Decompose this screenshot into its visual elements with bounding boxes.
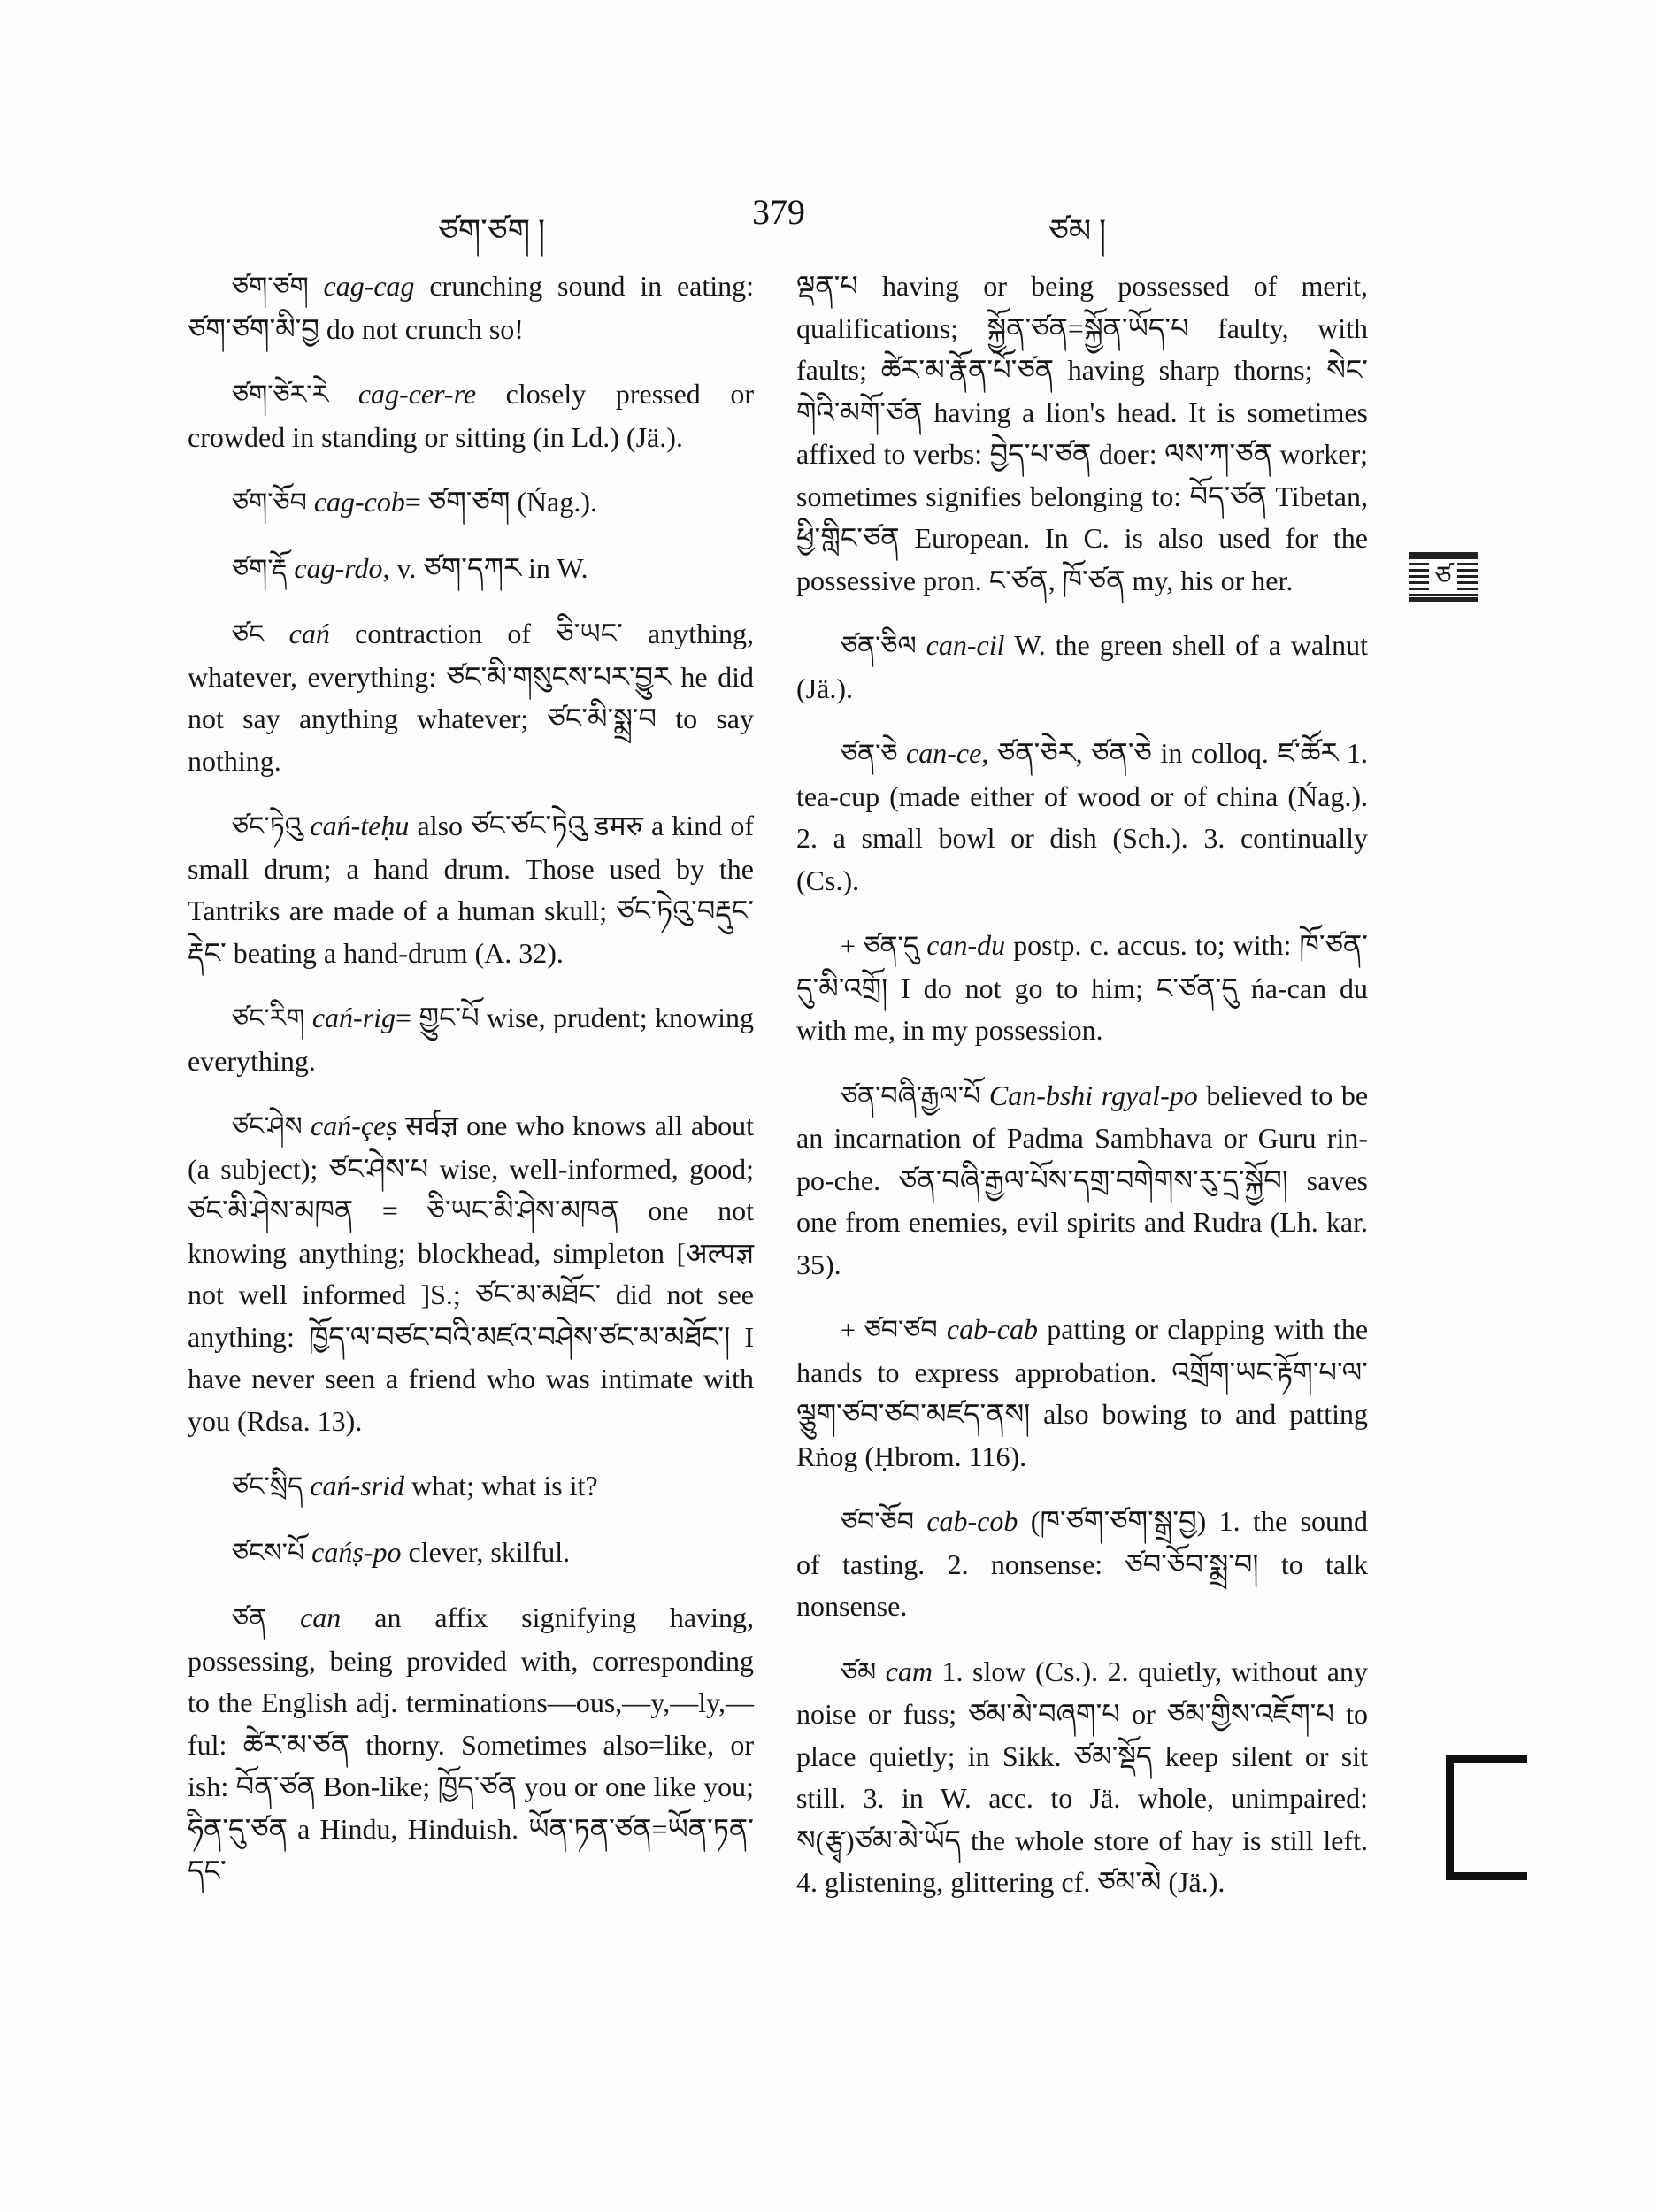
entry-headword: ཙན་བཞི་རྒྱལ་པོ <box>841 1081 981 1111</box>
entry-transliteration: can-cil <box>926 629 1005 661</box>
entry-transliteration: cam <box>885 1655 933 1687</box>
dictionary-entry <box>796 1651 1368 1904</box>
entry-definition: an affix signifying having, possessing, being provided with, corresponding to the English adj. terminations—ous,—y,—ly,—ful: ཚེར་མ་ཙན thorny. Sometimes also=like, or ish: བོན་ཙན Bon-like; ཁྱོད་ཙན you or one like you; ཧིན་དུ་ཙན a Hindu, Hinduish. ཡོན་ཏན་ཙན=ཡོན་ཏན་དང་ <box>188 1601 755 1886</box>
entry-definition: believed to be an incarnation of Padma Sambhava or Guru rin-po-che. ཙན་བཞི་རྒྱལ་པོས་དགྲ་བགེགས་རུ་དྲ་སྐྱོབ། saves one from enemies, evil spirits and Rudra (Lh. kar. 35). <box>796 1079 1369 1280</box>
entry-transliteration: cańṣ-po <box>311 1535 402 1568</box>
entry-headword: ཙང་རིག <box>232 1004 305 1033</box>
entry-definition: closely pressed or crowded in standing or sitting (in Ld.) (Jä.). <box>188 378 755 453</box>
entry-definition: , ཙན་ཅེར, ཙན་ཅེ in colloq. ཛ་ཚོར 1. tea-cup (made either of wood or of china (Ńag.). 2. a small bowl or dish (Sch.). 3. continually (Cs.). <box>796 737 1368 896</box>
entry-transliteration: cag-cob <box>313 486 405 518</box>
entry-transliteration: cań-rig <box>311 1002 396 1033</box>
page-number: 379 <box>752 192 805 232</box>
entry-transliteration: Can-bshi rgyal-po <box>988 1079 1198 1111</box>
entry-headword: ཙང་ཏེའུ <box>232 812 303 841</box>
entry-headword: ཙན་ཅིལ <box>841 632 917 661</box>
entry-headword: ཙང་སྲིད <box>232 1472 303 1502</box>
dictionary-entry <box>188 1465 754 1509</box>
entry-transliteration: can <box>300 1601 342 1633</box>
dictionary-entry <box>796 1501 1368 1628</box>
entry-transliteration: cag-cer-re <box>357 378 477 410</box>
dictionary-entry <box>188 1105 754 1442</box>
dictionary-entry <box>796 733 1368 902</box>
entry-definition: सर्वज्ञ one who knows all about (a subject); ཙང་ཤེས་པ wise, well-informed, good; ཙང་མི་ཤེས་མཁན = ཅི་ཡང་མི་ཤེས་མཁན one not knowing anything; blockhead, simpleton [अल्पज्ञ not well informed ]S.; ཙང་མ་མཐོང་ did not see anything: ཁྱོད་ལ་བཙང་བའི་མཛའ་བཤེས་ཙང་མ་མཐོང་། I have never seen a friend who was intimate with you (Rdsa. 13). <box>188 1110 755 1437</box>
entry-headword: ཙག་ཅོབ <box>232 488 307 518</box>
entry-continuation: ལྡན་པ having or being possessed of merit, qualifications; སྐྱོན་ཙན=སྐྱོན་ཡོད་པ faulty, with faults; ཚེར་མ་རྣོན་པོ་ཙན having sharp thorns; སེང་གེའི་མགོ་ཙན having a lion's head. It is sometimes affixed to verbs: བྱེད་པ་ཙན doer: ལས་ཀ་ཙན worker; sometimes signifies belonging to: བོད་ཙན Tibetan, ཕྱི་གླིང་ཙན European. In C. is also used for the possessive pron. ང་ཙན, ཁོ་ཙན my, his or her. <box>796 270 1368 596</box>
entry-transliteration: can-du <box>926 929 1006 961</box>
thumb-index-letter: ཙ <box>1429 563 1456 591</box>
page-header <box>0 191 1659 249</box>
dictionary-entry: ཙག་རྡོ cag-rdo, v. ཙག་དཀར in W. <box>232 551 588 584</box>
entry-headword: ཙག་ཙེར་རེ <box>232 380 329 410</box>
entry-transliteration: cań <box>288 618 330 649</box>
dictionary-entry <box>188 805 754 974</box>
dictionary-entry <box>188 265 754 350</box>
entry-headword: + ཙན་དུ <box>841 932 919 961</box>
entry-definition: v. ཙག་དཀར in W. <box>396 551 588 584</box>
entry-definition: also ཙང་ཙང་ཏེའུ डमरु a kind of small drum; a hand drum. Those used by the Tantriks are made of a human skull; ཙང་ཏེའུ་བརྡུང་རྡེང་ beating a hand-drum (A. 32). <box>188 810 754 969</box>
header-left-guideword: ཙག་ཙག ། <box>438 213 546 249</box>
entry-definition: W. the green shell of a walnut (Jä.). <box>796 629 1369 704</box>
entry-headword: ཙང་ཤེས <box>232 1112 303 1141</box>
margin-bracket-mark <box>1446 1755 1527 1880</box>
entry-definition: patting or clapping with the hands to express approbation. འགྲོག་ཡང་རྟོག་པ་ལ་ལྕུག་ཙབ་ཙབ་མཛད་ནས། also bowing to and patting Rṅog (Ḥbrom. 116). <box>796 1313 1369 1472</box>
right-column <box>796 265 1368 1927</box>
entry-transliteration: cab-cob <box>926 1505 1018 1537</box>
dictionary-entry <box>188 1532 754 1575</box>
thumb-index-tab <box>1409 552 1478 602</box>
entry-transliteration: can-ce <box>906 737 982 769</box>
entry-headword: ཙན་ཅེ <box>841 740 898 769</box>
entry-transliteration: cab-cab <box>946 1313 1038 1345</box>
entry-headword: ཙངས་པོ <box>232 1538 305 1568</box>
entry-headword: ཙག་ཙག <box>232 273 309 302</box>
entry-headword: + ཙབ་ཙབ <box>841 1316 938 1345</box>
entry-transliteration: cag-rdo <box>294 551 383 584</box>
entry-transliteration: cag-cag <box>323 270 415 302</box>
dictionary-entry <box>796 925 1368 1052</box>
dictionary-entry <box>796 1309 1368 1478</box>
dictionary-entry <box>188 997 754 1082</box>
entry-definition: contraction of ཅི་ཡང་ anything, whatever, everything: ཙང་མི་གསུངས་པར་བྱུར he did not say anything whatever; ཙང་མི་སྨྲ་བ to say nothing. <box>188 618 755 777</box>
entry-definition: postp. c. accus. to; with: ཁོ་ཙན་དུ་མི་འགྲོ། I do not go to him; ང་ཙན་དུ ńa-can du with me, in my possession. <box>796 929 1368 1046</box>
dictionary-entry <box>188 613 754 782</box>
entry-headword: ཙག་རྡོ <box>232 554 288 584</box>
entry-headword: ཙམ <box>841 1657 877 1687</box>
entry-definition: 1. slow (Cs.). 2. quietly, without any noise or fuss; ཙམ་མེ་བཞག་པ or ཙམ་གྱིས་འཇོག་པ to place quietly; in Sikk. ཙམ་སྡོད keep silent or sit still. 3. in W. acc. to Jä. whole, unimpaired: ས(རྩྭ)ཙམ་མེ་ཡོད the whole store of hay is still left. 4. glistening, glittering cf. ཙམ་མེ (Jä.). <box>796 1655 1369 1898</box>
entry-transliteration: cań-çeṣ <box>311 1110 397 1141</box>
entry-transliteration: cań-srid <box>310 1470 404 1502</box>
dictionary-entry <box>796 1075 1368 1286</box>
entry-headword: ཙན <box>232 1604 267 1633</box>
entry-definition: crunching sound in eating: ཙག་ཙག་མི་བྱ do not crunch so! <box>188 270 755 345</box>
entry-definition: clever, skilful. <box>408 1535 571 1568</box>
dictionary-entry <box>188 373 754 458</box>
header-right-guideword: ཙམ ། <box>1048 213 1107 249</box>
left-column <box>188 265 754 1916</box>
entry-definition: what; what is it? <box>411 1470 598 1502</box>
entry-definition: = གྱུང་པོ wise, prudent; knowing everything. <box>188 1002 754 1077</box>
entry-headword: ཙབ་ཅོབ <box>841 1508 914 1537</box>
entry-transliteration: cań-teḥu <box>310 810 410 841</box>
entry-definition: = ཙག་ཙག (Ńag.). <box>404 486 598 518</box>
dictionary-entry <box>188 481 754 525</box>
entry-headword: ཙང <box>232 620 265 649</box>
dictionary-entry <box>188 1597 754 1893</box>
dictionary-entry <box>796 625 1368 710</box>
entry-definition: (ཁ་ཙག་ཙག་སྒྲ་བྱ) 1. the sound of tasting. 2. nonsense: ཙབ་ཅོབ་སྨྲ་བ། to talk nonsense. <box>796 1505 1369 1622</box>
